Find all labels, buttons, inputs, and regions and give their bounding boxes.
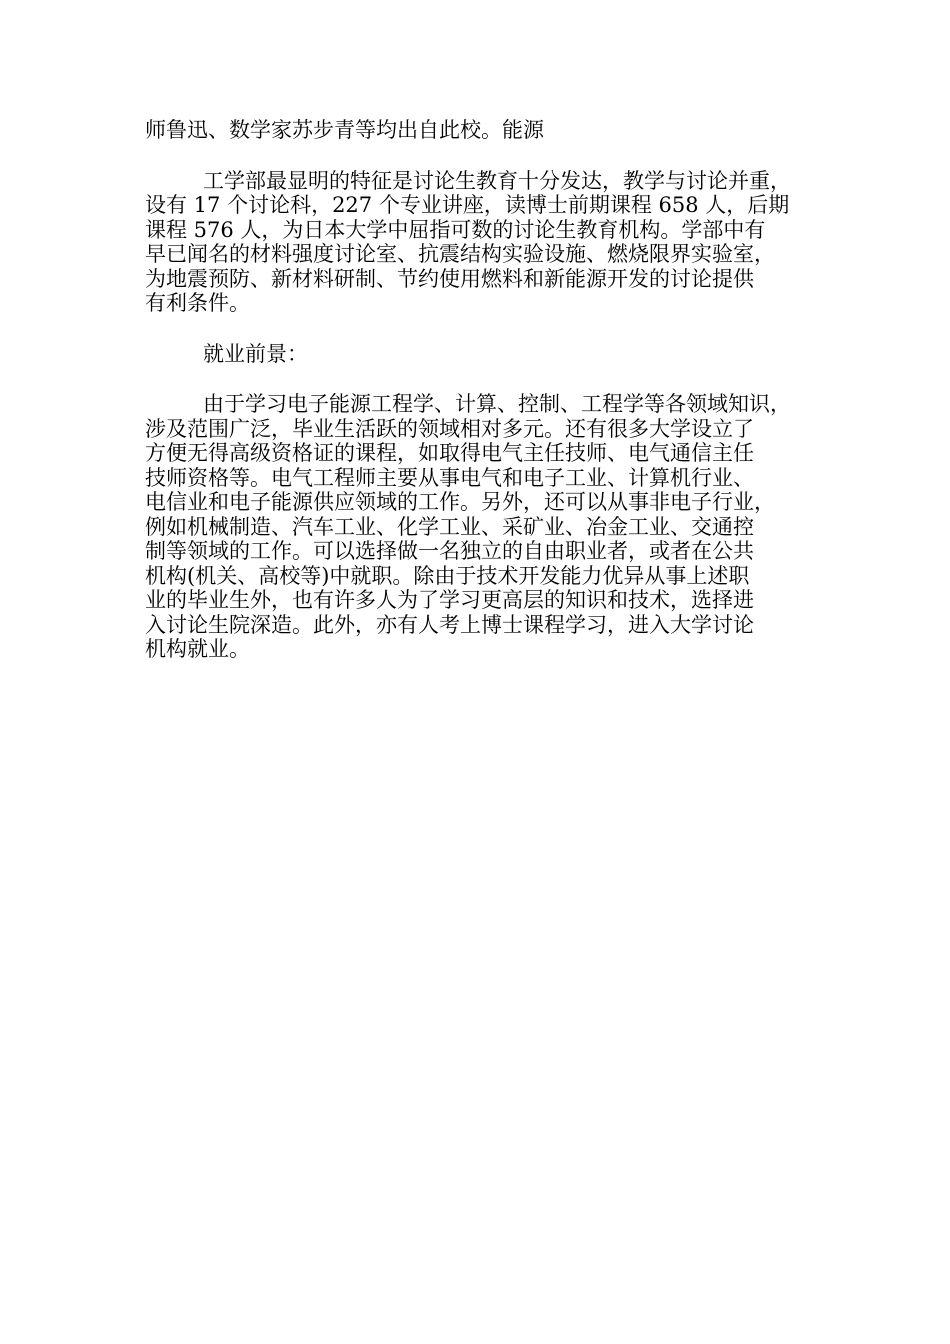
text-line: 业的毕业生外，也有许多人为了学习更高层的知识和技术，选择进 <box>145 588 754 612</box>
section-heading-employment <box>145 342 825 367</box>
text-line: 技师资格等。电气工程师主要从事电气和电子工业、计算机行业、 <box>145 465 754 490</box>
paragraph-engineering-faculty <box>145 169 825 316</box>
paragraph-continuation <box>145 118 825 143</box>
text-line: 有利条件。 <box>145 291 250 315</box>
text-line: 早已闻名的材料强度讨论室、抗震结构实验设施、燃烧限界实验室， <box>145 242 775 266</box>
document-body <box>145 118 825 688</box>
text-line: 课程 576 人，为日本大学中屈指可数的讨论生教育机构。学部中有 <box>145 217 766 242</box>
text-line: 例如机械制造、汽车工业、化学工业、采矿业、冶金工业、交通控 <box>145 514 754 539</box>
text-line: 由于学习电子能源工程学、计算、控制、工程学等各领域知识， <box>203 392 791 416</box>
text-line: 为地震预防、新材料研制、节约使用燃料和新能源开发的讨论提供 <box>145 266 754 291</box>
text-line: 师鲁迅、数学家苏步青等均出自此校。能源 <box>145 118 544 142</box>
text-line: 涉及范围广泛，毕业生活跃的领域相对多元。还有很多大学设立了 <box>145 416 754 441</box>
text-line: 制等领域的工作。可以选择做一名独立的自由职业者，或者在公共 <box>145 539 754 563</box>
heading-text: 就业前景： <box>203 341 308 366</box>
text-line: 机构就业。 <box>145 637 250 661</box>
paragraph-employment <box>145 392 825 662</box>
text-line: 入讨论生院深造。此外，亦有人考上博士课程学习，进入大学讨论 <box>145 612 754 637</box>
text-line: 工学部最显明的特征是讨论生教育十分发达，教学与讨论并重， <box>203 168 791 193</box>
text-line: 机构(机关、高校等)中就职。除由于技术开发能力优异从事上述职 <box>145 563 750 588</box>
text-line: 设有 17 个讨论科，227 个专业讲座，读博士前期课程 658 人，后期 <box>145 193 790 217</box>
text-line: 方便无得高级资格证的课程，如取得电气主任技师、电气通信主任 <box>145 441 754 465</box>
text-line: 电信业和电子能源供应领域的工作。另外，还可以从事非电子行业， <box>145 490 775 514</box>
